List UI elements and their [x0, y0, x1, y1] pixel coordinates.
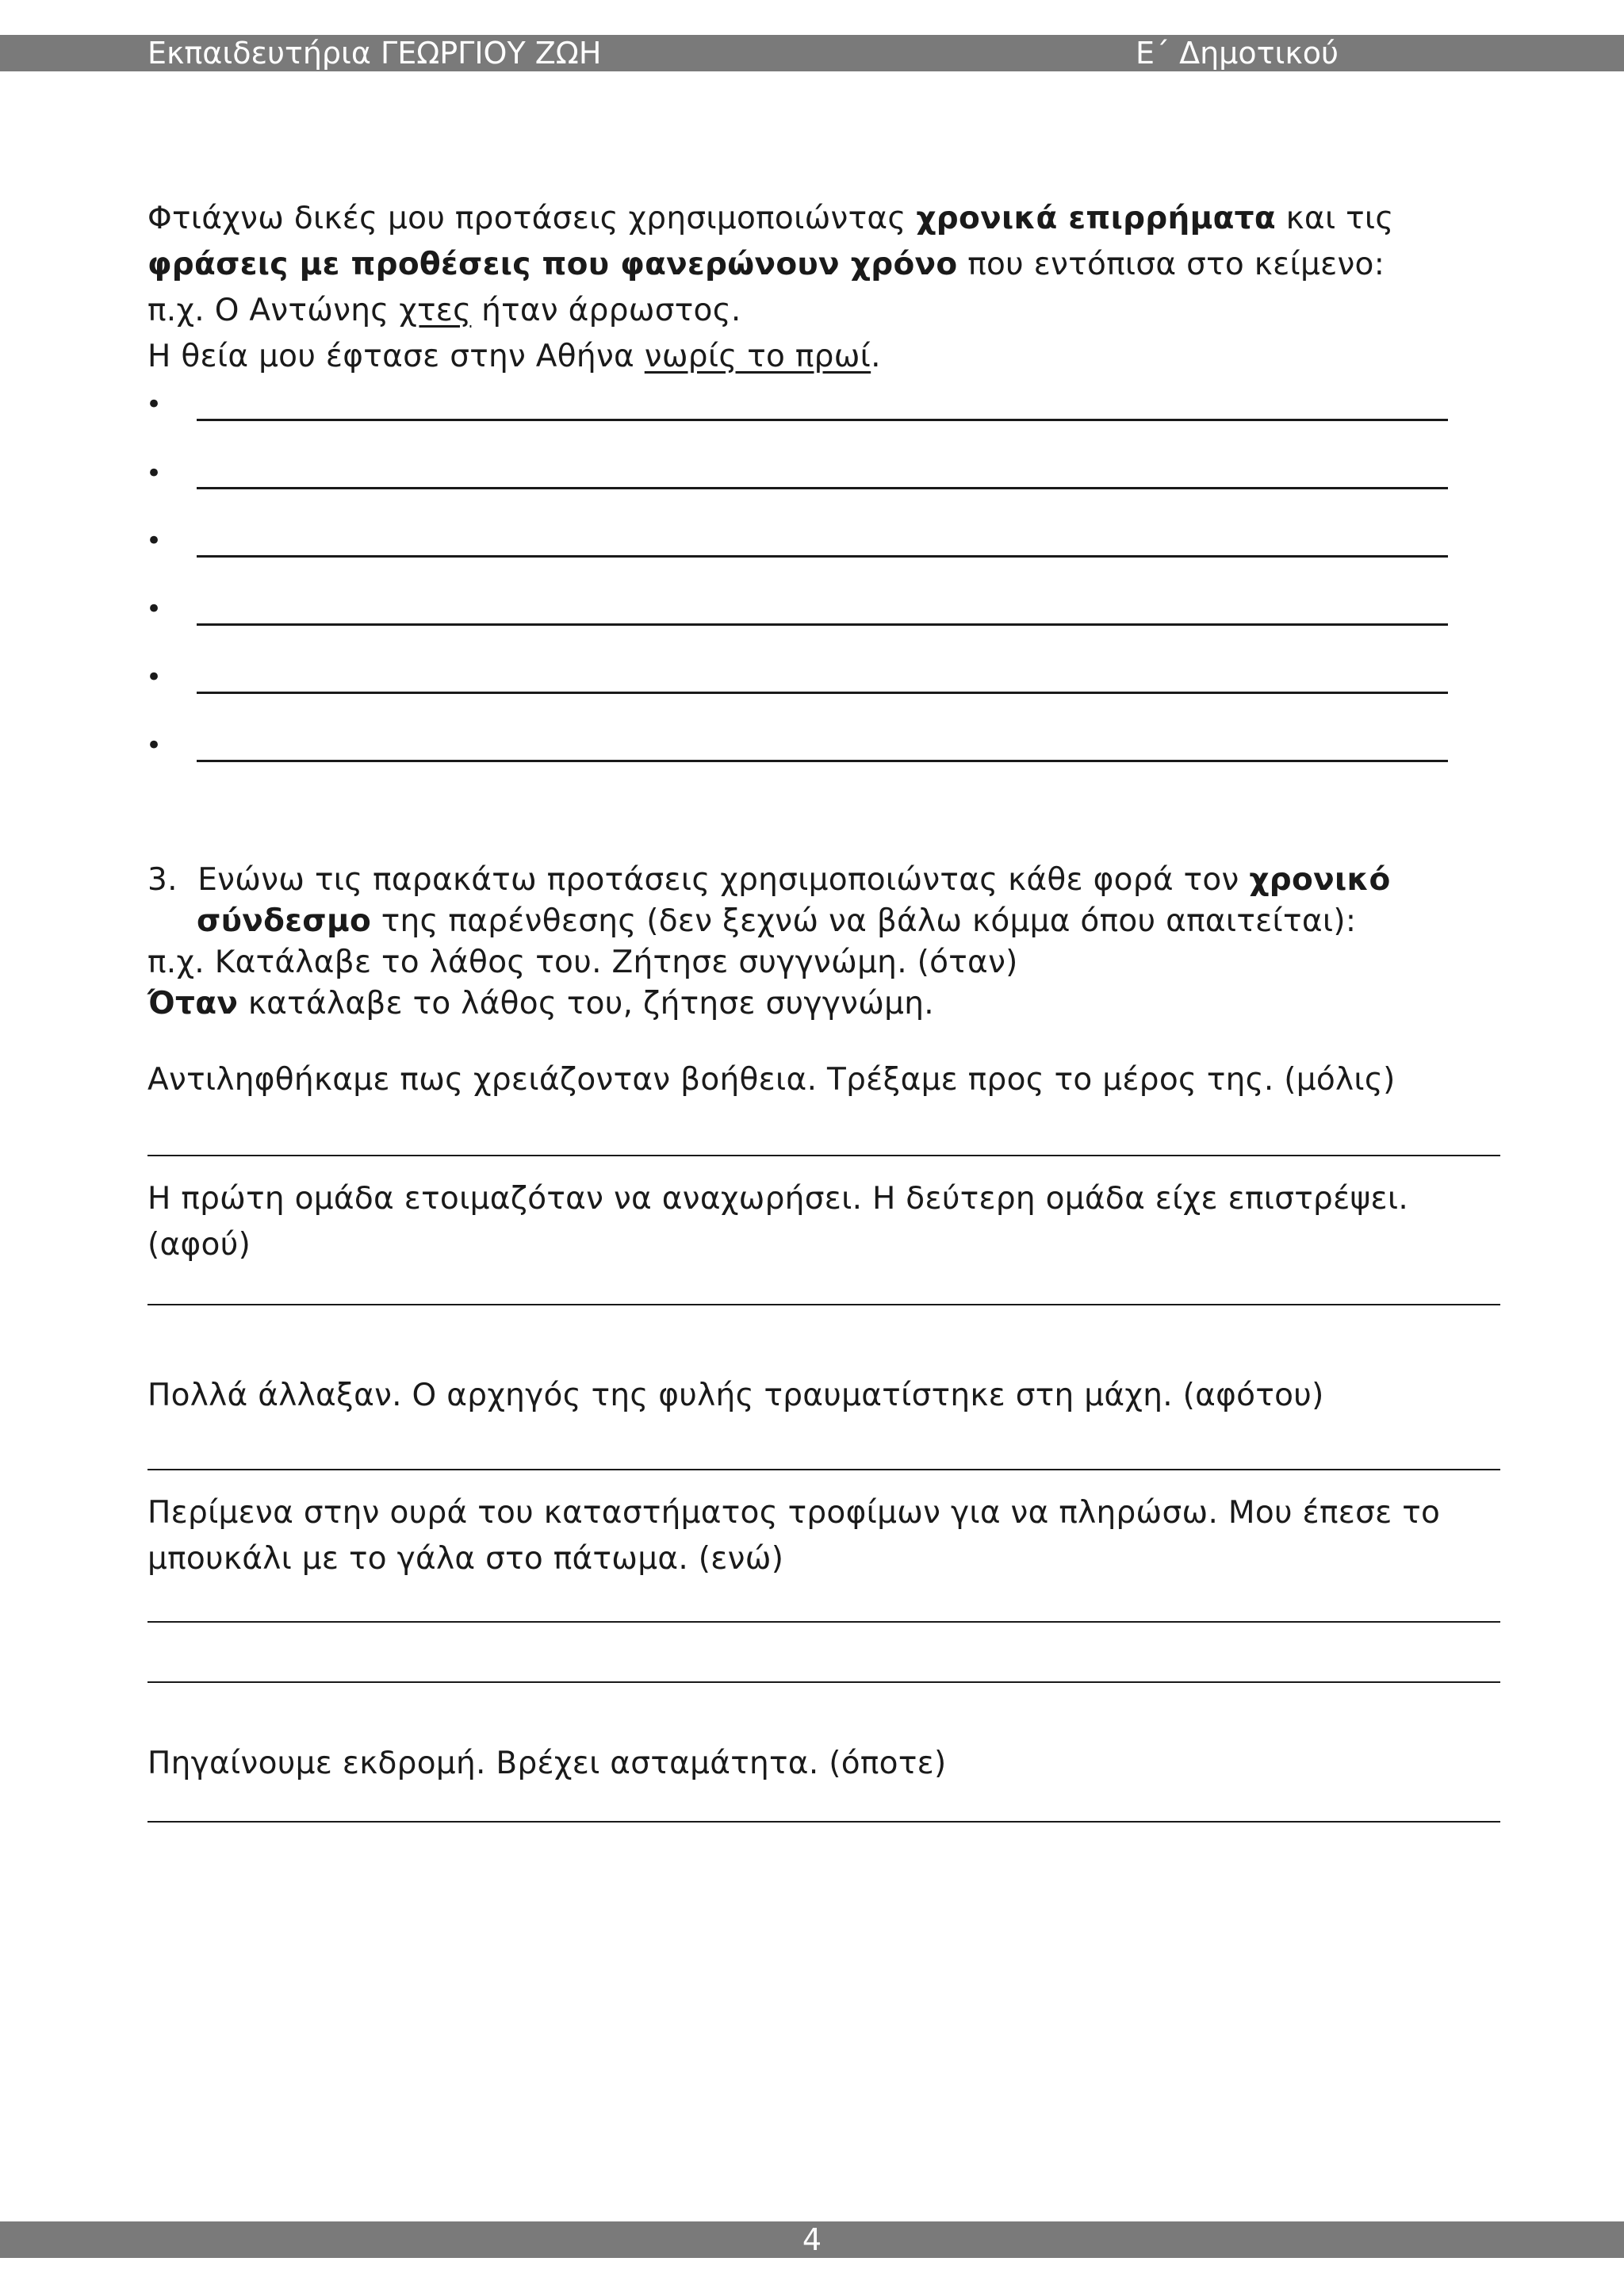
answer-line-bullet-6[interactable] [197, 760, 1448, 762]
answer-line-item-1[interactable] [147, 1155, 1500, 1156]
exercise-3-line-1: 3. Ενώνω τις παρακάτω προτάσεις χρησιμοποιώντας κάθε φορά τον χρονικό [147, 862, 1391, 898]
bullet-5: • [146, 661, 163, 693]
answer-line-item-4b[interactable] [147, 1681, 1500, 1683]
page-header [0, 35, 1624, 71]
exercise-item-1: Αντιληφθήκαμε πως χρειάζονταν βοήθεια. Τρέξαμε προς το μέρος της. (μόλις) [147, 1062, 1396, 1098]
exercise-item-4-line-1: Περίμενα στην ουρά του καταστήματος τροφίμων για να πληρώσω. Μου έπεσε το [147, 1495, 1441, 1531]
exercise-number: 3. [147, 862, 178, 898]
answer-line-bullet-5[interactable] [197, 692, 1448, 694]
example-2: Η θεία μου έφτασε στην Αθήνα νωρίς το πρωί. [147, 339, 881, 374]
answer-line-item-3[interactable] [147, 1469, 1500, 1470]
exercise-item-4-line-2: μπουκάλι με το γάλα στο πάτωμα. (ενώ) [147, 1541, 784, 1577]
grade-label: Ε΄ Δημοτικού [1136, 36, 1339, 71]
bullet-3: • [146, 525, 163, 557]
page-number: 4 [802, 2222, 822, 2257]
answer-line-item-5[interactable] [147, 1821, 1500, 1823]
exercise-item-5: Πηγαίνουμε εκδρομή. Βρέχει ασταμάτητα. (όποτε) [147, 1746, 947, 1781]
answer-line-item-4a[interactable] [147, 1621, 1500, 1623]
answer-line-item-2[interactable] [147, 1304, 1500, 1305]
answer-line-bullet-3[interactable] [197, 555, 1448, 558]
school-name: Εκπαιδευτήρια ΓΕΩΡΓΙΟΥ ΖΩΗ [147, 36, 602, 71]
exercise-3-line-2: σύνδεσμο της παρένθεσης (δεν ξεχνώ να βάλω κόμμα όπου απαιτείται): [197, 903, 1357, 939]
example-1: π.χ. Ο Αντώνης χτες ήταν άρρωστος. [147, 293, 741, 328]
answer-line-bullet-4[interactable] [197, 623, 1448, 626]
intro-line-2: φράσεις με προθέσεις που φανερώνουν χρόνο που εντόπισα στο κείμενο: [147, 247, 1385, 282]
answer-line-bullet-2[interactable] [197, 487, 1448, 489]
page-footer [0, 2221, 1624, 2258]
answer-line-bullet-1[interactable] [197, 419, 1448, 421]
bullet-2: • [146, 458, 163, 489]
intro-line-1: Φτιάχνω δικές μου προτάσεις χρησιμοποιώντας χρονικά επιρρήματα και τις [147, 201, 1394, 236]
bullet-1: • [146, 389, 163, 420]
exercise-item-2-line-2: (αφού) [147, 1227, 251, 1263]
bullet-4: • [146, 593, 163, 625]
exercise-item-3: Πολλά άλλαξαν. Ο αρχηγός της φυλής τραυματίστηκε στη μάχη. (αφότου) [147, 1378, 1324, 1413]
exercise-item-2-line-1: Η πρώτη ομάδα ετοιμαζόταν να αναχωρήσει. Η δεύτερη ομάδα είχε επιστρέψει. [147, 1181, 1409, 1217]
bullet-6: • [146, 730, 163, 761]
exercise-3-example-1: π.χ. Κατάλαβε το λάθος του. Ζήτησε συγγνώμη. (όταν) [147, 945, 1018, 980]
exercise-3-example-2: Όταν κατάλαβε το λάθος του, ζήτησε συγγνώμη. [147, 986, 934, 1022]
